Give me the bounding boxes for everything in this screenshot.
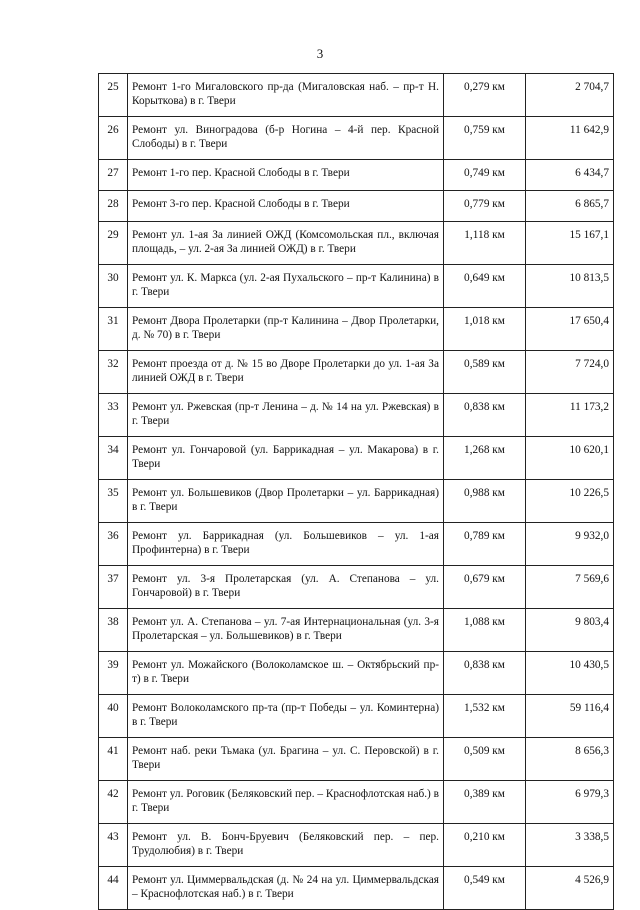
repair-cost: 10 430,5 (526, 652, 614, 695)
road-name: Ремонт ул. В. Бонч-Бруевич (Беляковский пер. – пер. Трудолюбия) в г. Твери (128, 824, 444, 867)
table-row (99, 191, 614, 222)
table-row (99, 222, 614, 265)
repair-cost: 10 620,1 (526, 437, 614, 480)
row-number: 44 (99, 867, 128, 910)
table-row (99, 781, 614, 824)
road-length: 1,118 км (444, 222, 526, 265)
repair-table (98, 73, 614, 910)
road-name: Ремонт ул. 3-я Пролетарская (ул. А. Степанова – ул. Гончаровой) в г. Твери (128, 566, 444, 609)
row-number: 40 (99, 695, 128, 738)
repair-cost: 8 656,3 (526, 738, 614, 781)
road-length: 0,679 км (444, 566, 526, 609)
road-length: 0,589 км (444, 351, 526, 394)
table-row (99, 480, 614, 523)
road-length: 0,279 км (444, 74, 526, 117)
road-name: Ремонт ул. Большевиков (Двор Пролетарки – ул. Баррикадная) в г. Твери (128, 480, 444, 523)
road-length: 1,268 км (444, 437, 526, 480)
table-body (99, 74, 614, 910)
road-name: Ремонт ул. 1-ая За линией ОЖД (Комсомольская пл., включая площадь, – ул. 2-ая За линией ОЖД) в г. Твери (128, 222, 444, 265)
row-number: 35 (99, 480, 128, 523)
row-number: 28 (99, 191, 128, 222)
row-number: 41 (99, 738, 128, 781)
table-row (99, 695, 614, 738)
row-number: 27 (99, 160, 128, 191)
table-row (99, 308, 614, 351)
table-row (99, 566, 614, 609)
table-row (99, 609, 614, 652)
table-row (99, 652, 614, 695)
road-name: Ремонт ул. Ржевская (пр-т Ленина – д. № 14 на ул. Ржевская) в г. Твери (128, 394, 444, 437)
repair-cost: 6 865,7 (526, 191, 614, 222)
row-number: 26 (99, 117, 128, 160)
road-length: 0,210 км (444, 824, 526, 867)
repair-cost: 11 642,9 (526, 117, 614, 160)
table-row (99, 160, 614, 191)
road-length: 0,509 км (444, 738, 526, 781)
road-name: Ремонт 3-го пер. Красной Слободы в г. Твери (128, 191, 444, 222)
repair-cost: 10 226,5 (526, 480, 614, 523)
road-length: 0,838 км (444, 652, 526, 695)
table-row (99, 523, 614, 566)
road-name: Ремонт 1-го пер. Красной Слободы в г. Твери (128, 160, 444, 191)
road-length: 0,988 км (444, 480, 526, 523)
repair-cost: 7 724,0 (526, 351, 614, 394)
table-row (99, 437, 614, 480)
road-name: Ремонт Двора Пролетарки (пр-т Калинина – Двор Пролетарки, д. № 70) в г. Твери (128, 308, 444, 351)
road-name: Ремонт ул. Можайского (Волоколамское ш. – Октябрьский пр-т) в г. Твери (128, 652, 444, 695)
table-row (99, 824, 614, 867)
row-number: 43 (99, 824, 128, 867)
road-name: Ремонт ул. Гончаровой (ул. Баррикадная – ул. Макарова) в г. Твери (128, 437, 444, 480)
repair-cost: 6 434,7 (526, 160, 614, 191)
repair-cost: 17 650,4 (526, 308, 614, 351)
road-name: Ремонт Волоколамского пр-та (пр-т Победы – ул. Коминтерна) в г. Твери (128, 695, 444, 738)
road-length: 1,532 км (444, 695, 526, 738)
repair-cost: 9 932,0 (526, 523, 614, 566)
road-name: Ремонт ул. А. Степанова – ул. 7-ая Интернациональная (ул. 3-я Пролетарская – ул. Большевиков) в г. Твери (128, 609, 444, 652)
road-name: Ремонт ул. Виноградова (б-р Ногина – 4-й пер. Красной Слободы) в г. Твери (128, 117, 444, 160)
table-row (99, 265, 614, 308)
repair-cost: 4 526,9 (526, 867, 614, 910)
row-number: 39 (99, 652, 128, 695)
road-name: Ремонт проезда от д. № 15 во Дворе Пролетарки до ул. 1-ая За линией ОЖД в г. Твери (128, 351, 444, 394)
road-name: Ремонт ул. Баррикадная (ул. Большевиков – ул. 1-ая Профинтерна) в г. Твери (128, 523, 444, 566)
repair-cost: 9 803,4 (526, 609, 614, 652)
row-number: 32 (99, 351, 128, 394)
road-name: Ремонт наб. реки Тьмака (ул. Брагина – ул. С. Перовской) в г. Твери (128, 738, 444, 781)
repair-cost: 2 704,7 (526, 74, 614, 117)
page-number: 3 (316, 46, 324, 61)
road-length: 0,759 км (444, 117, 526, 160)
repair-cost: 15 167,1 (526, 222, 614, 265)
road-length: 0,389 км (444, 781, 526, 824)
row-number: 36 (99, 523, 128, 566)
road-length: 0,749 км (444, 160, 526, 191)
road-name: Ремонт ул. К. Маркса (ул. 2-ая Пухальского – пр-т Калинина) в г. Твери (128, 265, 444, 308)
table-row (99, 867, 614, 910)
row-number: 34 (99, 437, 128, 480)
road-length: 0,649 км (444, 265, 526, 308)
repair-cost: 6 979,3 (526, 781, 614, 824)
row-number: 29 (99, 222, 128, 265)
row-number: 33 (99, 394, 128, 437)
road-name: Ремонт ул. Роговик (Беляковский пер. – Краснофлотская наб.) в г. Твери (128, 781, 444, 824)
table-row (99, 394, 614, 437)
row-number: 38 (99, 609, 128, 652)
road-length: 1,088 км (444, 609, 526, 652)
table-row (99, 74, 614, 117)
road-length: 0,838 км (444, 394, 526, 437)
road-name: Ремонт 1-го Мигаловского пр-да (Мигаловская наб. – пр-т Н. Корыткова) в г. Твери (128, 74, 444, 117)
repair-cost: 59 116,4 (526, 695, 614, 738)
table-row (99, 738, 614, 781)
repair-cost: 10 813,5 (526, 265, 614, 308)
row-number: 25 (99, 74, 128, 117)
repair-cost: 3 338,5 (526, 824, 614, 867)
road-length: 0,789 км (444, 523, 526, 566)
road-length: 1,018 км (444, 308, 526, 351)
table-row (99, 117, 614, 160)
row-number: 30 (99, 265, 128, 308)
row-number: 31 (99, 308, 128, 351)
repair-cost: 7 569,6 (526, 566, 614, 609)
row-number: 37 (99, 566, 128, 609)
table-row (99, 351, 614, 394)
row-number: 42 (99, 781, 128, 824)
road-length: 0,779 км (444, 191, 526, 222)
repair-cost: 11 173,2 (526, 394, 614, 437)
road-length: 0,549 км (444, 867, 526, 910)
road-name: Ремонт ул. Циммервальдская (д. № 24 на ул. Циммервальдская – Краснофлотская наб.) в г. Твери (128, 867, 444, 910)
